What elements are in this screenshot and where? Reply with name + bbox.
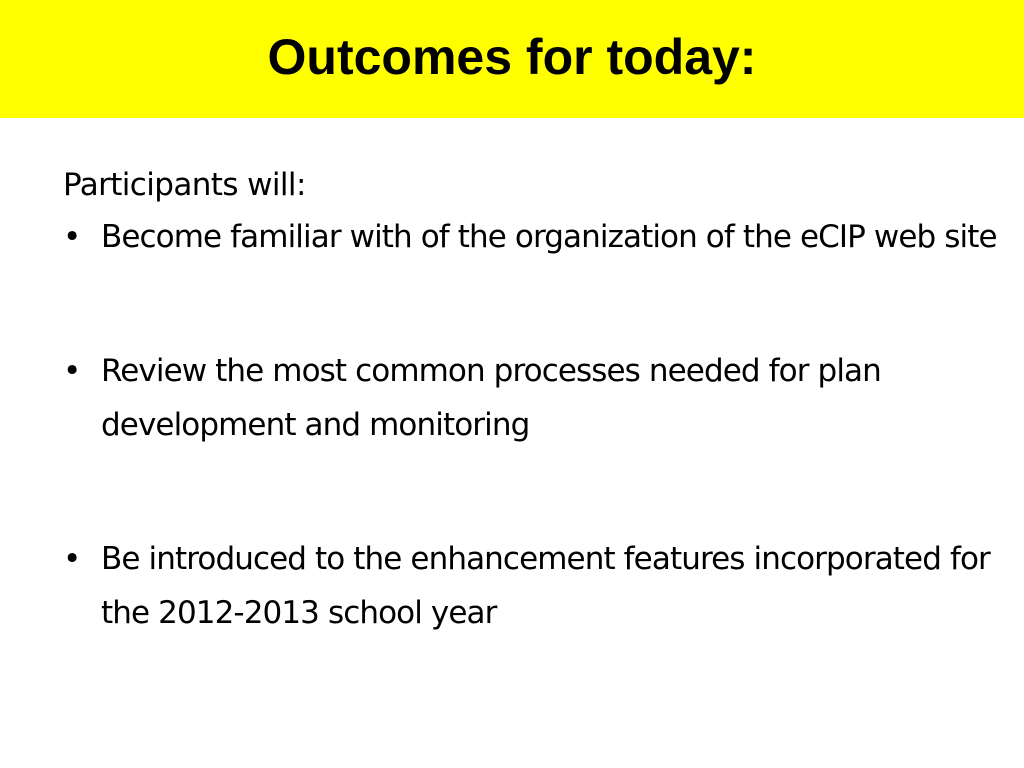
bullet-list xyxy=(63,210,1003,640)
bullet-item xyxy=(63,532,1003,640)
title-bar xyxy=(0,0,1024,118)
bullet-item xyxy=(63,210,1003,264)
bullet-text: Become familiar with of the organization of the eCIP web site xyxy=(101,219,997,255)
bullet-icon: • xyxy=(63,541,81,577)
slide-content xyxy=(63,160,1003,640)
bullet-text: Review the most common processes needed for plan development and monitoring xyxy=(101,353,881,443)
bullet-icon: • xyxy=(63,353,81,389)
bullet-text: Be introduced to the enhancement features incorporated for the 2012-2013 school year xyxy=(101,541,990,631)
bullet-icon: • xyxy=(63,219,81,255)
slide-title: Outcomes for today: xyxy=(267,29,757,85)
intro-text: Participants will: xyxy=(63,167,306,203)
bullet-item xyxy=(63,344,1003,452)
